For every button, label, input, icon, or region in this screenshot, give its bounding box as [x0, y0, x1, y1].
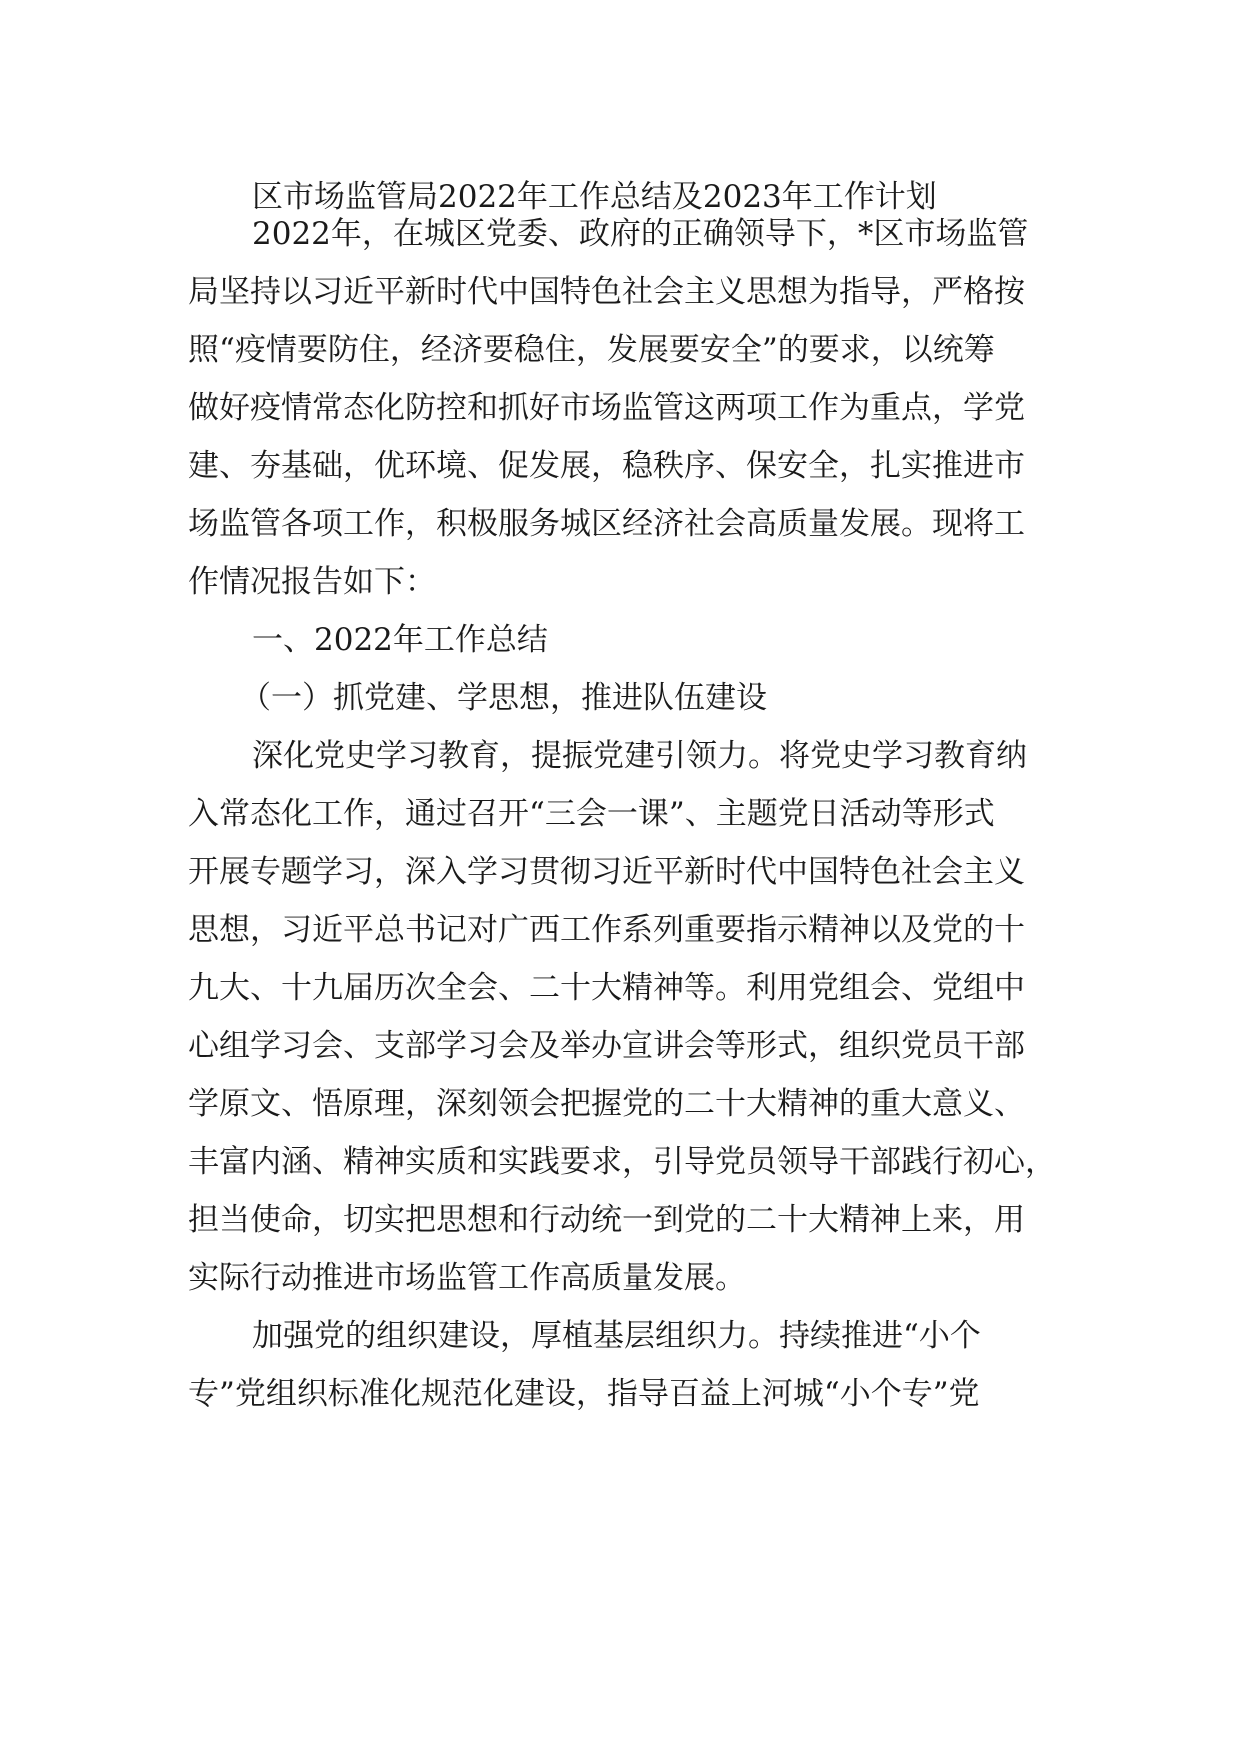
paragraph-line-text: 心组学习会、支部学习会及举办宣讲会等形式，组织党员干部	[188, 1028, 1025, 1064]
paragraph-line	[0, 1132, 1240, 1192]
paragraph-line	[0, 900, 1240, 960]
paragraph-line-text: 担当使命，切实把思想和行动统一到党的二十大精神上来，用	[188, 1202, 1025, 1238]
section-heading-row	[0, 610, 1240, 670]
subsection-heading: （一）抓党建、学思想，推进队伍建设	[240, 680, 767, 716]
paragraph-line-text: 入常态化工作，通过召开“三会一课”、主题党日活动等形式	[188, 796, 995, 832]
intro-line	[0, 552, 1240, 612]
paragraph-line	[0, 1190, 1240, 1250]
paragraph-line	[0, 1074, 1240, 1134]
intro-line-text: 作情况报告如下：	[188, 564, 436, 600]
paragraph-line-text: 加强党的组织建设，厚植基层组织力。持续推进“小个	[252, 1318, 981, 1354]
intro-line-text: 建、夯基础，优环境、促发展，稳秩序、保安全，扎实推进市	[188, 448, 1025, 484]
intro-line-text: 2022年，在城区党委、政府的正确领导下，*区市场监管	[252, 216, 1029, 252]
intro-line	[0, 494, 1240, 554]
intro-line	[0, 320, 1240, 380]
paragraph-line-text: 专”党组织标准化规范化建设，指导百益上河城“小个专”党	[188, 1376, 980, 1412]
intro-line-text: 局坚持以习近平新时代中国特色社会主义思想为指导，严格按	[188, 274, 1025, 310]
paragraph-line	[0, 1364, 1240, 1424]
intro-line-text: 照“疫情要防住，经济要稳住，发展要安全”的要求，以统筹	[188, 332, 995, 368]
paragraph-line	[0, 842, 1240, 902]
intro-line	[0, 378, 1240, 438]
paragraph-line-text: 九大、十九届历次全会、二十大精神等。利用党组会、党组中	[188, 970, 1025, 1006]
paragraph-line-text: 实际行动推进市场监管工作高质量发展。	[188, 1260, 746, 1296]
paragraph-line	[0, 784, 1240, 844]
paragraph-line-text: 学原文、悟原理，深刻领会把握党的二十大精神的重大意义、	[188, 1086, 1025, 1122]
paragraph-line	[0, 1306, 1240, 1366]
paragraph-line	[0, 958, 1240, 1018]
intro-line	[0, 204, 1240, 264]
section-heading: 一、2022年工作总结	[252, 622, 548, 658]
paragraph-line-text: 深化党史学习教育，提振党建引领力。将党史学习教育纳	[252, 738, 1027, 774]
paragraph-line	[0, 1016, 1240, 1076]
subsection-heading-row	[0, 668, 1240, 728]
paragraph-line-text: 思想，习近平总书记对广西工作系列重要指示精神以及党的十	[188, 912, 1025, 948]
paragraph-line	[0, 726, 1240, 786]
intro-line-text: 做好疫情常态化防控和抓好市场监管这两项工作为重点，学党	[188, 390, 1025, 426]
intro-line	[0, 262, 1240, 322]
paragraph-line-text: 开展专题学习，深入学习贯彻习近平新时代中国特色社会主义	[188, 854, 1025, 890]
paragraph-line	[0, 1248, 1240, 1308]
intro-line	[0, 436, 1240, 496]
intro-line-text: 场监管各项工作，积极服务城区经济社会高质量发展。现将工	[188, 506, 1025, 542]
document-title: 区市场监管局2022年工作总结及2023年工作计划	[252, 179, 937, 215]
paragraph-line-text: 丰富内涵、精神实质和实践要求，引导党员领导干部践行初心，	[188, 1144, 1056, 1180]
